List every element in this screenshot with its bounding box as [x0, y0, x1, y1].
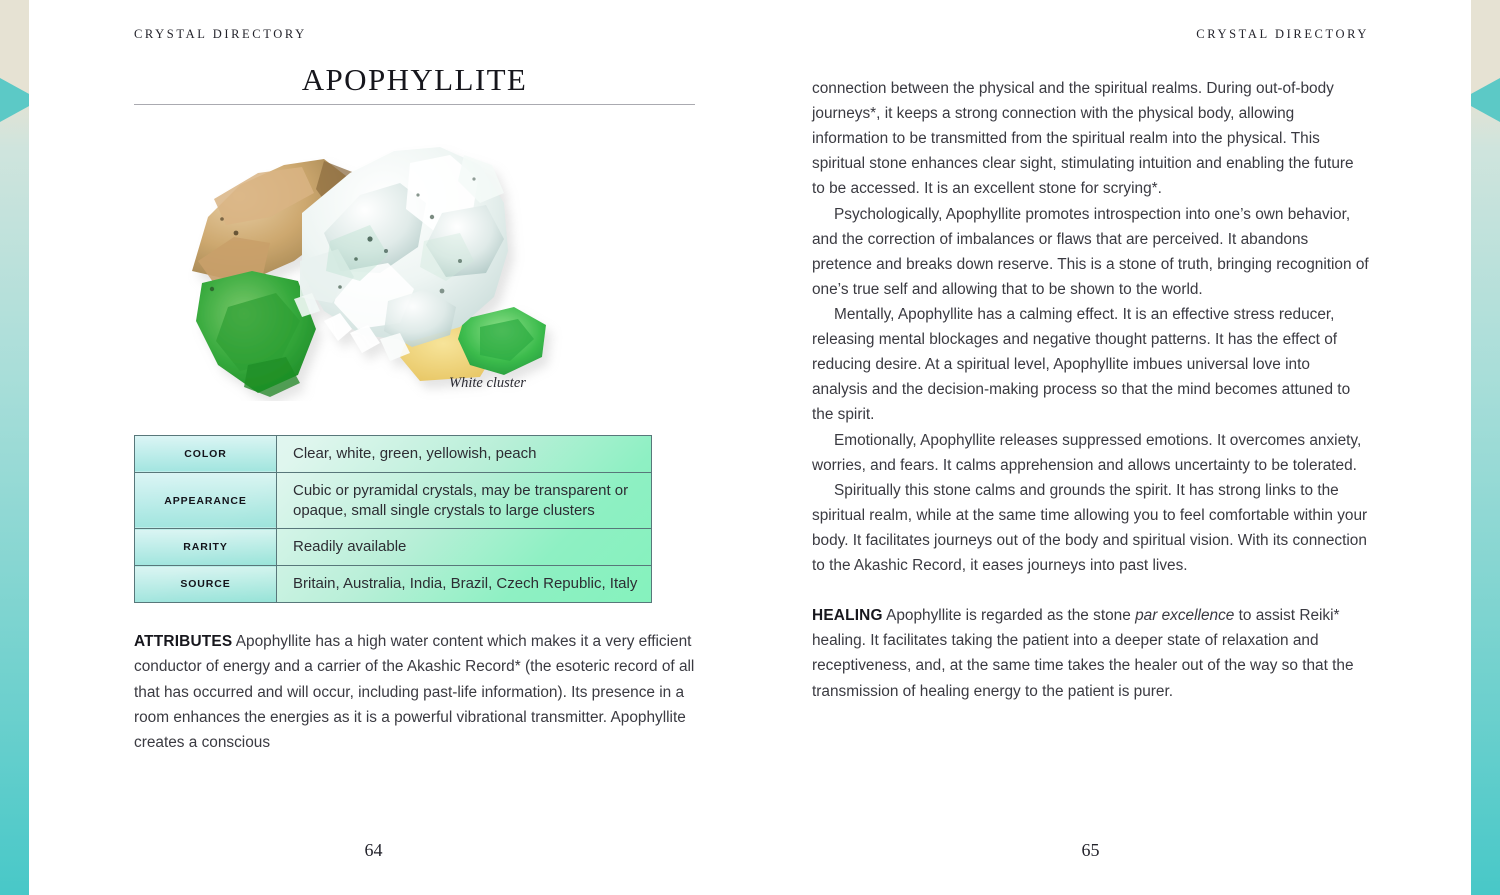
title-divider-rule [134, 104, 695, 105]
healing-text-after: to assist Reiki* healing. It facilitates taking the patient into a deeper state of relaxation and receptiveness, and, at the same time takes the healer out of the way so that the transmission of healing energy to the patient is purer. [812, 607, 1354, 700]
specimen-figure [134, 113, 695, 431]
healing-paragraph [812, 603, 1369, 703]
specimen-caption: White cluster [449, 374, 526, 391]
healing-text-before: Apophyllite is regarded as the stone [882, 607, 1136, 625]
folio-left: 64 [364, 840, 383, 860]
table-row [135, 435, 652, 472]
table-row-label: APPEARANCE [135, 472, 277, 529]
main-body-column [812, 0, 1369, 704]
attributes-paragraph [134, 629, 695, 755]
properties-table [134, 435, 652, 604]
body-paragraph-1: connection between the physical and the spiritual realms. During out-of-body journeys*, it keeps a strong connection with the physical body, allowing information to be transmitted from the spiritual realm into the physical. This spiritual stone enhances clear sight, stimulating intuition and enabling the future to be accessed. It is an excellent stone for scrying*. [812, 80, 1354, 198]
table-row [135, 529, 652, 566]
edge-white-gutter-right [1462, 0, 1471, 895]
table-row-value: Clear, white, green, yellowish, peach [293, 444, 537, 462]
table-row-label: RARITY [135, 529, 277, 566]
page-edge-decoration-right [1462, 0, 1500, 895]
running-head-right: CRYSTAL DIRECTORY [1196, 27, 1369, 41]
body-paragraph-2: Psychologically, Apophyllite promotes introspection into one’s own behavior, and the correction of imbalances or flaws that are perceived. It abandons pretence and breaks down reserve. This is a stone of truth, bringing recognition of one’s true self and allowing that to be shown to the world. [812, 205, 1369, 298]
attributes-body-column [134, 629, 695, 755]
edge-white-gutter-left [29, 0, 38, 895]
book-spread [38, 0, 1462, 895]
body-paragraph-5: Spiritually this stone calms and grounds the spirit. It has strong links to the spiritual realm, while at the same time allowing you to feel comfortable within your body. It facilitates journeys out of the body and spiritual vision. With its connection to the Akashic Record, it eases journeys into past lives. [812, 481, 1368, 575]
page-left [38, 0, 750, 895]
table-row [135, 472, 652, 529]
attributes-lead-in: ATTRIBUTES [134, 633, 233, 651]
table-row-value: Cubic or pyramidal crystals, may be transparent or opaque, small single crystals to large clusters [293, 481, 629, 519]
page-title: APOPHYLLITE [301, 62, 528, 97]
page-edge-decoration-left [0, 0, 38, 895]
table-row-label: SOURCE [135, 566, 277, 603]
body-paragraph-4: Emotionally, Apophyllite releases suppressed emotions. It overcomes anxiety, worries, and fears. It calms apprehension and allows uncertainty to be tolerated. [812, 431, 1362, 474]
table-row [135, 566, 652, 603]
page-right [750, 0, 1462, 895]
folio-right: 65 [1081, 840, 1100, 860]
running-head-left: CRYSTAL DIRECTORY [134, 27, 307, 41]
attributes-text: Apophyllite has a high water content which makes it a very efficient conductor of energy and a carrier of the Akashic Record* (the esoteric record of all that has occurred and will occur, including past-life information). Its presence in a room enhances the energies as it is a powerful vibrational transmitter. Apophyllite creates a conscious [134, 633, 695, 751]
table-row-value: Readily available [293, 538, 407, 556]
healing-emphasis: par excellence [1135, 607, 1235, 625]
healing-lead-in: HEALING [812, 607, 883, 625]
crystal-specimen-image [174, 121, 564, 401]
table-row-label: COLOR [135, 435, 277, 472]
table-row-value: Britain, Australia, India, Brazil, Czech Republic, Italy [293, 575, 638, 593]
body-paragraph-3: Mentally, Apophyllite has a calming effect. It is an effective stress reducer, releasing mental blockages and negative thought patterns. It has the effect of reducing desire. At a spiritual level, Apophyllite imbues universal love into analysis and the decision-making process so that the mind becomes attuned to the spirit. [812, 305, 1351, 424]
